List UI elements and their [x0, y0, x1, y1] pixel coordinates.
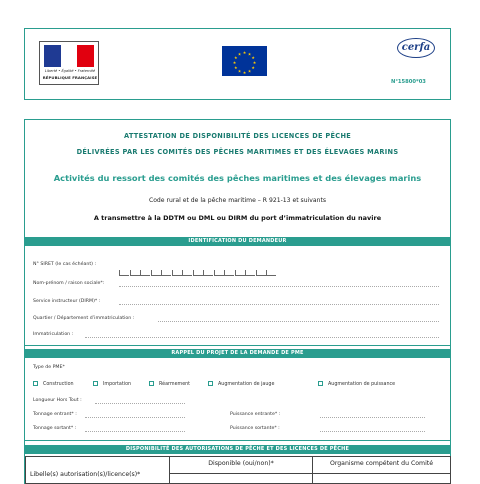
svg-text:★: ★ [237, 51, 242, 57]
eu-flag-icon [222, 46, 267, 76]
svg-text:★: ★ [234, 65, 238, 70]
svg-text:★: ★ [251, 65, 255, 70]
puissance-entrante-field[interactable] [320, 417, 425, 418]
type-pme-label: Type de PME* [33, 365, 65, 370]
legal-reference: Code rural et de la pêche maritime – R 921-13 et suivants [148, 197, 327, 204]
service-label: Service instructeur (DIRM)* : [33, 299, 101, 304]
header-box [24, 28, 451, 100]
cerfa-number: N°15800*03 [391, 79, 426, 85]
tonnage-sortant-label: Tonnage sortant* : [33, 426, 77, 431]
puissance-sortante-field[interactable] [320, 431, 425, 432]
rf-motto: Liberté • Égalité • Fraternité [44, 69, 96, 73]
svg-text:★: ★ [252, 60, 257, 65]
longueur-field[interactable] [95, 403, 185, 404]
puissance-sortante-label: Puissance sortante* : [230, 426, 280, 431]
service-field[interactable] [119, 304, 439, 305]
form-box [24, 119, 451, 484]
svg-text:★: ★ [242, 50, 247, 55]
table-cell[interactable] [169, 473, 313, 484]
checkbox-augmentation-jauge[interactable]: Augmentation de jauge [208, 381, 274, 387]
title-line-3: Activités du ressort des comités des pêches maritimes et des élevages marins [53, 173, 422, 183]
checkbox-icon [33, 381, 38, 386]
title-line-2: DÉLIVRÉES PAR LES COMITÉS DES PÊCHES MARITIMES ET DES ÉLEVAGES MARINS [76, 148, 399, 156]
column-header-organisme: Organisme compétent du Comité [312, 456, 451, 474]
svg-text:★: ★ [232, 60, 237, 65]
siret-input[interactable] [119, 261, 277, 268]
nom-field[interactable] [119, 286, 439, 287]
transmission-instruction: A transmettre à la DDTM ou DML ou DIRM du port d’immatriculation du navire [93, 214, 382, 222]
checkbox-icon [93, 381, 98, 386]
svg-text:★: ★ [247, 51, 252, 57]
marianne-tricolor-icon [44, 45, 94, 67]
nom-label: Nom-prénom / raison sociale*: [33, 281, 105, 286]
svg-text:★: ★ [237, 68, 242, 74]
section-projet-heading: RAPPEL DU PROJET DE LA DEMANDE DE PME [25, 349, 450, 358]
divider [25, 440, 450, 441]
checkbox-rearmement[interactable]: Réarmement [149, 381, 190, 387]
checkbox-icon [149, 381, 154, 386]
tonnage-sortant-field[interactable] [85, 431, 185, 432]
section-disponibilite-heading: DISPONIBILITÉ DES AUTORISATIONS DE PÊCHE ET DES LICENCES DE PÊCHE [25, 445, 450, 454]
tonnage-entrant-label: Tonnage entrant* : [33, 412, 77, 417]
svg-text:★: ★ [247, 68, 252, 74]
svg-text:★: ★ [242, 70, 247, 75]
quartier-field[interactable] [158, 321, 439, 322]
column-header-libelles: Libelle(s) autorisation(s)/licence(s)* [25, 456, 170, 484]
rf-label: RÉPUBLIQUE FRANÇAISE [42, 75, 98, 80]
siret-label: N° SIRET (le cas échéant) : [33, 262, 97, 267]
section-identification-heading: IDENTIFICATION DU DEMANDEUR [25, 237, 450, 246]
title-line-1: ATTESTATION DE DISPONIBILITÉ DES LICENCES DE PÊCHE [123, 132, 352, 140]
longueur-label: Longueur Hors Tout : [33, 398, 82, 403]
checkbox-construction[interactable]: Construction [33, 381, 74, 387]
quartier-label: Quartier / Département d’immatriculation : [33, 316, 135, 321]
cerfa-logo: cerfa [397, 38, 435, 58]
table-cell[interactable] [312, 473, 451, 484]
column-header-disponible: Disponible (oui/non)* [169, 456, 313, 474]
svg-text:★: ★ [251, 55, 255, 60]
checkbox-importation[interactable]: Importation [93, 381, 131, 387]
checkbox-icon [208, 381, 213, 386]
puissance-entrante-label: Puissance entrante* : [230, 412, 281, 417]
republique-francaise-logo [39, 41, 99, 85]
immatriculation-field[interactable] [85, 337, 439, 338]
divider [25, 345, 450, 346]
checkbox-augmentation-puissance[interactable]: Augmentation de puissance [318, 381, 395, 387]
immatriculation-label: Immatriculation : [33, 332, 74, 337]
checkbox-icon [318, 381, 323, 386]
tonnage-entrant-field[interactable] [85, 417, 185, 418]
svg-text:★: ★ [234, 55, 238, 60]
